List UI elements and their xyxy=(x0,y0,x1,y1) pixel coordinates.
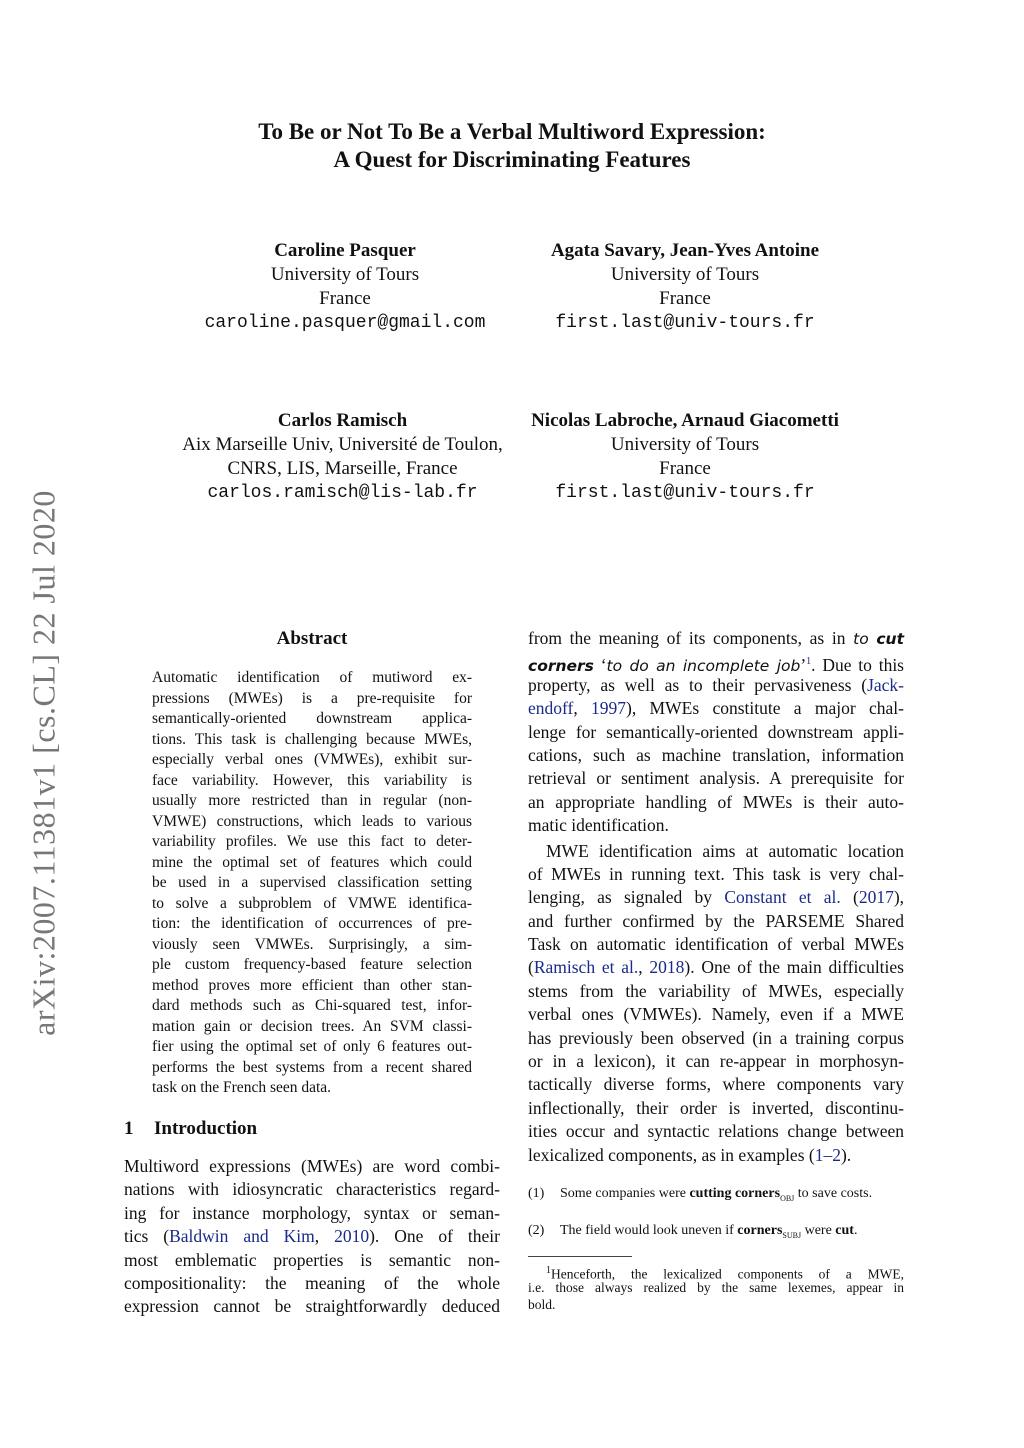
author-name: Caroline Pasquer xyxy=(274,240,416,261)
citation-year-link[interactable]: 2017 xyxy=(858,887,894,908)
abstract-line: dard methods such as Chi-squared test, infor- xyxy=(152,997,472,1014)
author-block-3 xyxy=(160,409,525,505)
text-line: verbal ones (VMWEs). Namely, even if a MWE xyxy=(528,1004,904,1025)
example-mwe: cutting corners xyxy=(689,1186,781,1201)
text-fragment: . Due to this xyxy=(811,655,904,676)
text-line: has previously been observed (in a training corpus xyxy=(528,1027,904,1048)
text-line: tactically diverse forms, where components vary xyxy=(528,1074,904,1095)
abstract-line: mation gain or decision trees. An SVM classi- xyxy=(152,1017,472,1035)
abstract-line: performs the best systems from a recent shared xyxy=(152,1058,472,1076)
footnote-line xyxy=(528,1262,904,1282)
text-line: most emblematic properties is semantic non- xyxy=(124,1249,500,1270)
author-email: caroline.pasquer@gmail.com xyxy=(204,313,486,333)
example-1 xyxy=(528,1186,872,1203)
abstract-line: method proves more efficient than other stan- xyxy=(152,976,472,994)
abstract-line: semantically-oriented downstream applica- xyxy=(152,710,472,727)
text-line xyxy=(528,956,904,979)
text-line: compositionality: the meaning of the whole xyxy=(124,1272,500,1293)
section-heading xyxy=(124,1118,257,1140)
author-email: carlos.ramisch@lis-lab.fr xyxy=(207,483,478,503)
abstract-line: tions. This task is challenging because MWEs, xyxy=(152,730,472,748)
abstract-line: be used in a supervised classification setting xyxy=(152,874,472,891)
example-text: The field would look uneven if xyxy=(560,1223,738,1238)
author-block-4 xyxy=(505,409,865,505)
text-fragment: ). One of their xyxy=(369,1226,500,1247)
author-email: first.last@univ-tours.fr xyxy=(555,313,815,333)
author-affiliation: University of Tours xyxy=(610,264,760,285)
abstract-heading: Abstract xyxy=(276,628,348,649)
text-fragment: , xyxy=(314,1226,335,1247)
author-affiliation: Aix Marseille Univ, Université de Toulon, xyxy=(182,434,503,455)
abstract-line: mine the optimal set of features which could xyxy=(152,853,472,871)
citation-link[interactable]: Ramisch et al. xyxy=(533,957,639,978)
text-line: inflectionally, their order is inverted, discontinu- xyxy=(528,1097,904,1118)
text-line: stems from the variability of MWEs, especially xyxy=(528,980,904,1001)
text-line xyxy=(528,674,904,697)
author-name: Carlos Ramisch xyxy=(277,410,408,431)
text-line: of MWEs in running text. This task is very chal- xyxy=(528,863,904,884)
abstract-line: viously seen VMWEs. Surprisingly, a sim- xyxy=(152,935,472,953)
citation-link[interactable]: Jack- xyxy=(867,674,904,695)
title-line-2: A Quest for Discriminating Features xyxy=(333,147,691,172)
text-fragment: ). xyxy=(840,1144,852,1165)
arxiv-sidebar xyxy=(24,463,64,1063)
abstract-line: VMWE) constructions, which leads to various xyxy=(152,812,472,830)
text-line: retrieval or sentiment analysis. A prerequisite for xyxy=(528,768,904,789)
text-fragment: from the meaning of its components, as in xyxy=(528,628,854,648)
text-fragment: ), MWEs constitute a major chal- xyxy=(626,698,904,719)
mwe-italic: to xyxy=(853,630,869,648)
example-number: (1) xyxy=(528,1186,545,1201)
author-name: Agata Savary, Jean-Yves Antoine xyxy=(550,240,820,261)
example-ref-link[interactable]: 1–2 xyxy=(814,1144,841,1165)
footnote xyxy=(528,1262,904,1313)
abstract-line: face variability. However, this variability is xyxy=(152,771,472,789)
text-line: expression cannot be straightforwardly deduced xyxy=(124,1296,500,1317)
abstract-line: especially verbal ones (VMWEs), exhibit sur- xyxy=(152,751,472,768)
text-line: an appropriate handling of MWEs is their auto- xyxy=(528,791,904,812)
text-line: ities occur and syntactic relations change between xyxy=(528,1121,904,1142)
paper-title xyxy=(0,118,1024,174)
text-fragment: ), xyxy=(893,887,905,908)
example-text: to save costs. xyxy=(794,1186,873,1201)
arxiv-identifier: arXiv:2007.11381v1 [cs.CL] 22 Jul 2020 xyxy=(25,490,62,1036)
text-fragment: ). One of the main difficulties xyxy=(684,957,904,978)
text-line xyxy=(528,886,904,909)
example-text: were xyxy=(801,1223,836,1238)
section-title: Introduction xyxy=(154,1118,258,1139)
author-country: France xyxy=(659,288,711,309)
title-line-1: To Be or Not To Be a Verbal Multiword Expression: xyxy=(258,119,766,144)
author-affiliation: University of Tours xyxy=(610,434,760,455)
abstract-line: pressions (MWEs) is a pre-requisite for xyxy=(152,689,472,707)
footnote-mark-link[interactable]: 1 xyxy=(806,656,812,668)
example-2 xyxy=(528,1223,857,1240)
citation-year-link[interactable]: 2010 xyxy=(334,1226,370,1247)
author-email: first.last@univ-tours.fr xyxy=(555,483,815,503)
author-country: France xyxy=(319,288,371,309)
example-text: . xyxy=(853,1223,858,1238)
text-line: or in a lexicon), it can re-appear in morphosyn- xyxy=(528,1051,904,1072)
intro-left-column xyxy=(124,1155,500,1319)
text-line: matic identification. xyxy=(528,815,669,836)
citation-year-link[interactable]: 1997 xyxy=(591,698,627,719)
footnote-text: Henceforth, the lexicalized components of a MWE, xyxy=(551,1266,904,1282)
text-fragment: ( xyxy=(528,957,534,978)
example-mwe: corners xyxy=(737,1223,783,1238)
text-fragment: tics ( xyxy=(124,1226,170,1247)
abstract-line: task on the French seen data. xyxy=(152,1079,332,1096)
abstract-line: variability profiles. We use this fact to deter- xyxy=(152,833,472,850)
mwe-bold: corners xyxy=(528,657,594,676)
footnote-line: bold. xyxy=(528,1297,556,1312)
abstract-line: Automatic identification of mutiword ex- xyxy=(152,669,472,686)
citation-link[interactable]: Constant et al. xyxy=(724,887,841,908)
example-number: (2) xyxy=(528,1223,545,1238)
text-line: MWE identification aims at automatic location xyxy=(546,840,904,861)
text-fragment: lenging, as signaled by xyxy=(528,887,725,908)
abstract-line: tion: the identification of occurrences of pre- xyxy=(152,915,472,932)
text-fragment: ‘ xyxy=(593,655,607,676)
text-line: nations with idiosyncratic characteristics regard- xyxy=(124,1179,500,1200)
text-fragment: ( xyxy=(840,887,859,908)
author-block-2 xyxy=(515,239,855,335)
example-subscript: SUBJ xyxy=(782,1230,802,1240)
author-block-1 xyxy=(175,239,515,335)
citation-link[interactable]: endoff xyxy=(528,698,574,719)
text-line xyxy=(528,697,904,720)
example-mwe: cut xyxy=(835,1223,854,1238)
citation-link[interactable]: Baldwin and Kim xyxy=(169,1226,315,1247)
text-line: cations, such as machine translation, information xyxy=(528,744,904,765)
text-line: Multiword expressions (MWEs) are word combi- xyxy=(124,1156,500,1176)
footnote-rule xyxy=(528,1256,632,1257)
example-text: Some companies were xyxy=(560,1186,690,1201)
mwe-gloss: to do an incomplete job xyxy=(606,657,801,676)
example-subscript: OBJ xyxy=(780,1193,795,1203)
abstract-body xyxy=(152,668,472,1099)
abstract-line: ple custom frequency-based feature selection xyxy=(152,956,472,973)
abstract-line: to solve a subproblem of VMWE identifica- xyxy=(152,894,472,912)
text-line xyxy=(124,1225,500,1248)
author-country: France xyxy=(659,458,711,479)
text-fragment: lexicalized components, as in examples ( xyxy=(528,1144,815,1165)
intro-right-column xyxy=(528,627,904,1167)
footnote-mark: 1 xyxy=(546,1265,551,1276)
abstract-line: fier using the optimal set of only 6 features out- xyxy=(152,1038,472,1055)
text-line xyxy=(528,627,904,650)
text-fragment: , xyxy=(638,957,650,978)
text-line xyxy=(528,1144,904,1167)
citation-year-link[interactable]: 2018 xyxy=(649,957,685,978)
text-line: ing for instance morphology, syntax or seman- xyxy=(124,1202,500,1223)
text-fragment: ’ xyxy=(800,655,807,676)
text-fragment: , xyxy=(573,698,592,719)
text-line: and further confirmed by the PARSEME Shared xyxy=(528,910,904,931)
text-line xyxy=(528,650,904,676)
text-line: lenge for semantically-oriented downstream appli- xyxy=(528,721,904,742)
text-line: Task on automatic identification of verbal MWEs xyxy=(528,934,904,955)
author-affiliation: University of Tours xyxy=(270,264,420,285)
footnote-line: i.e. those always realized by the same lexemes, appear in xyxy=(528,1280,904,1295)
mwe-bold: cut xyxy=(876,630,904,648)
author-affiliation-2: CNRS, LIS, Marseille, France xyxy=(227,458,458,479)
text-fragment: property, as well as to their pervasiveness ( xyxy=(528,674,868,695)
section-number: 1 xyxy=(124,1118,134,1139)
author-name: Nicolas Labroche, Arnaud Giacometti xyxy=(531,410,839,431)
abstract-line: usually more restricted than in regular (non- xyxy=(152,792,472,809)
